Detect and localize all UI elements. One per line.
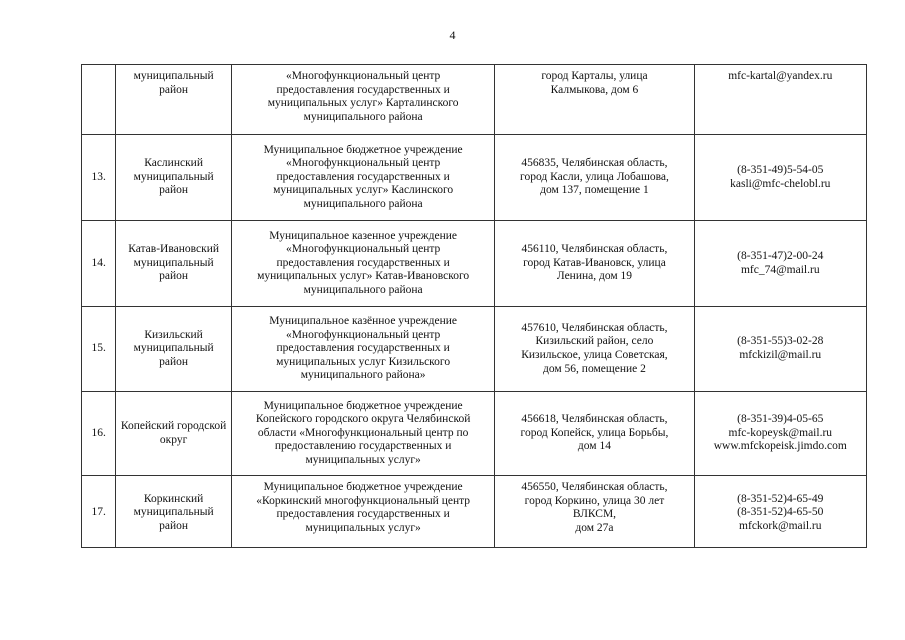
organization-line: муниципальных услуг» [305, 453, 421, 466]
district-line: район [159, 270, 189, 283]
contacts-cell [694, 65, 866, 135]
district-line: муниципальный [133, 506, 214, 519]
contact-line: mfc_74@mail.ru [740, 263, 820, 276]
row-number-cell: 14. [82, 221, 116, 307]
address-cell [495, 392, 694, 476]
address-cell [495, 476, 694, 548]
address-line: 456550, Челябинская область, [521, 481, 668, 493]
address-line: город Копейск, улица Борьбы, [520, 426, 669, 439]
organization-line: муниципального района [303, 283, 423, 296]
district-line: муниципальный [133, 256, 214, 269]
organization-cell [231, 135, 494, 221]
address-line: 457610, Челябинская область, [521, 321, 668, 334]
table-row [82, 65, 867, 135]
district-line: Каслинский [144, 157, 203, 170]
contact-line: mfc-kopeysk@mail.ru [728, 426, 833, 439]
contacts-cell [694, 135, 866, 221]
organization-cell [231, 392, 494, 476]
address-line: дом 137, помещение 1 [540, 184, 649, 197]
page-number: 4 [449, 28, 456, 42]
district-cell [116, 307, 232, 392]
organization-line: «Многофункциональный центр [285, 157, 441, 170]
district-line: муниципальный [133, 170, 214, 183]
organization-line: муниципального района [303, 110, 423, 123]
contacts-cell [694, 476, 866, 548]
table-body [82, 65, 867, 548]
address-line: 456618, Челябинская область, [521, 413, 668, 426]
address-line: Кизильский район, село [535, 335, 654, 348]
contacts-cell [694, 392, 866, 476]
address-line: Ленина, дом 19 [556, 270, 633, 283]
district-line: Катав-Ивановский [128, 243, 219, 256]
organization-line: «Многофункциональный центр [285, 70, 441, 82]
district-cell [116, 221, 232, 307]
contact-line: mfc-kartal@yandex.ru [728, 70, 833, 82]
district-cell [116, 65, 232, 135]
organization-line: предоставления государственных и [276, 256, 450, 269]
row-number-cell: 17. [82, 476, 116, 548]
address-cell [495, 307, 694, 392]
district-line: Кизильский [144, 328, 203, 341]
contact-line: (8-351-49)5-54-05 [737, 163, 824, 176]
address-line: Калмыкова, дом 6 [550, 83, 639, 96]
organization-line: «Многофункциональный центр [285, 243, 441, 256]
organization-line: предоставления государственных и [276, 83, 450, 96]
address-cell [495, 65, 694, 135]
address-line: дом 27а [575, 521, 614, 534]
organization-cell [231, 221, 494, 307]
district-cell [116, 135, 232, 221]
table-row [82, 476, 867, 548]
district-cell [116, 476, 232, 548]
row-number-cell: 13. [82, 135, 116, 221]
contacts-cell [694, 221, 866, 307]
contact-line: (8-351-52)4-65-49 [737, 492, 824, 505]
contact-line: www.mfckopeisk.jimdo.com [713, 440, 847, 453]
organization-cell [231, 476, 494, 548]
row-number-cell: 15. [82, 307, 116, 392]
organization-line: предоставления государственных и [276, 170, 450, 183]
organization-line: Муниципальное бюджетное учреждение [263, 399, 463, 412]
address-line: 456835, Челябинская область, [521, 157, 668, 170]
contact-line: (8-351-52)4-65-50 [737, 506, 824, 519]
district-line: муниципальный [133, 342, 214, 355]
address-line: Кизильское, улица Советская, [521, 349, 668, 361]
address-cell [495, 135, 694, 221]
organization-line: Муниципальное казенное учреждение [269, 229, 457, 242]
mfc-registry-table [81, 64, 867, 548]
contact-line: (8-351-39)4-05-65 [737, 413, 824, 426]
address-line: ВЛКСМ, [572, 508, 617, 521]
contact-line: kasli@mfc-chelobl.ru [730, 177, 831, 190]
organization-line: муниципального района [303, 197, 423, 210]
organization-cell [231, 65, 494, 135]
table-row [82, 307, 867, 392]
contact-line: (8-351-55)3-02-28 [737, 335, 824, 348]
organization-line: Муниципальное бюджетное учреждение [263, 481, 463, 493]
district-line: район [159, 184, 189, 197]
district-line: Коркинский [143, 492, 204, 505]
organization-line: Муниципальное казённое учреждение [269, 315, 457, 328]
table-row [82, 221, 867, 307]
address-line: 456110, Челябинская область, [521, 243, 668, 256]
contacts-cell [694, 307, 866, 392]
address-line: город Катав-Ивановск, улица [523, 256, 666, 269]
organization-line: «Коркинский многофункциональный центр [256, 494, 471, 507]
organization-line: Муниципальное бюджетное учреждение [263, 143, 463, 156]
organization-line: Копейского городского округа Челябинской [255, 413, 471, 426]
organization-line: муниципальных услуг» Карталинского [267, 97, 459, 110]
address-line: дом 56, помещение 2 [543, 362, 646, 375]
address-line: город Касли, улица Лобашова, [520, 170, 669, 183]
table-row [82, 135, 867, 221]
address-cell [495, 221, 694, 307]
organization-line: муниципальных услуг» [305, 521, 421, 534]
district-line: Копейский городской [120, 419, 227, 432]
organization-line: области «Многофункциональный центр по [257, 426, 469, 439]
district-line: район [159, 355, 189, 368]
address-line: город Коркино, улица 30 лет [524, 494, 665, 507]
contact-line: (8-351-47)2-00-24 [737, 249, 824, 262]
contact-line: mfckizil@mail.ru [739, 349, 822, 361]
organization-line: муниципальных услуг» Каслинского [273, 184, 454, 197]
organization-line: муниципальных услуг Кизильского [276, 355, 451, 368]
organization-line: предоставления государственных и [276, 342, 450, 355]
organization-line: предоставления государственных и [276, 508, 450, 521]
address-line: дом 14 [577, 440, 611, 453]
organization-line: «Многофункциональный центр [285, 328, 441, 341]
district-line: район [159, 519, 189, 532]
district-cell [116, 392, 232, 476]
organization-line: муниципальных услуг» Катав-Ивановского [257, 270, 470, 283]
table-row [82, 392, 867, 476]
address-line: город Карталы, улица [541, 70, 648, 82]
organization-line: муниципального района» [300, 369, 426, 382]
organization-line: предоставлению государственных и [274, 440, 452, 453]
district-line: округ [159, 433, 188, 446]
district-line: муниципальный [133, 70, 214, 82]
district-line: район [159, 83, 189, 96]
contact-line: mfckork@mail.ru [739, 519, 822, 532]
row-number-cell [82, 65, 116, 135]
organization-cell [231, 307, 494, 392]
row-number-cell: 16. [82, 392, 116, 476]
